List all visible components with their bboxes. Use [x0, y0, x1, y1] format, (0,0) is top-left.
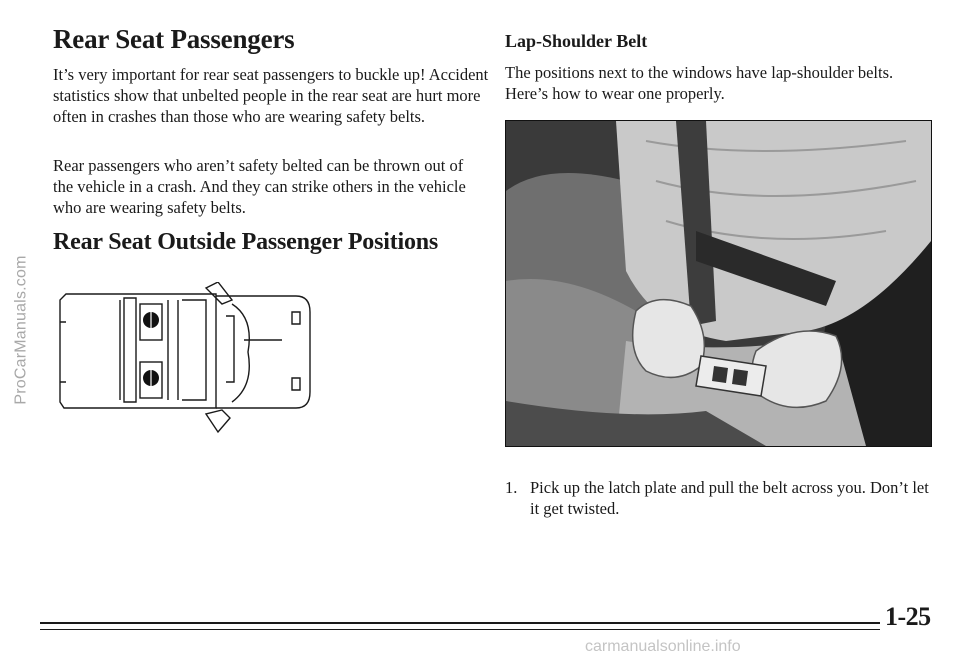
site-watermark: carmanualsonline.info	[585, 638, 741, 655]
footer-rule-thin	[40, 629, 880, 630]
instruction-step-1	[505, 477, 935, 519]
warning-paragraph: Rear passengers who aren’t safety belted can be thrown out of the vehicle in a crash. And they can strike others in the vehicle who are wearing safety belts.	[53, 156, 466, 217]
page-number: 1-25	[885, 602, 931, 631]
watermark-text: ProCarManuals.com	[13, 255, 31, 405]
footer-rule	[40, 622, 880, 624]
vehicle-body-outline	[60, 294, 216, 408]
page-title: Rear Seat Passengers	[53, 24, 295, 54]
vehicle-seating-diagram	[56, 282, 318, 434]
side-watermark	[10, 0, 34, 660]
lap-shoulder-intro: The positions next to the windows have lap-shoulder belts. Here’s how to wear one properly.	[505, 63, 894, 103]
seatbelt-illustration	[505, 120, 932, 447]
intro-paragraph: It’s very important for rear seat passengers to buckle up! Accident statistics show that unbelted people in the rear seat are hurt more often in crashes than those who are wearing safety belts.	[53, 65, 489, 126]
section-heading-outside-positions: Rear Seat Outside Passenger Positions	[53, 229, 439, 255]
lap-shoulder-belt-heading: Lap-Shoulder Belt	[505, 31, 648, 51]
step-text: Pick up the latch plate and pull the belt across you. Don’t let it get twisted.	[530, 478, 929, 518]
step-number: 1.	[505, 478, 518, 497]
